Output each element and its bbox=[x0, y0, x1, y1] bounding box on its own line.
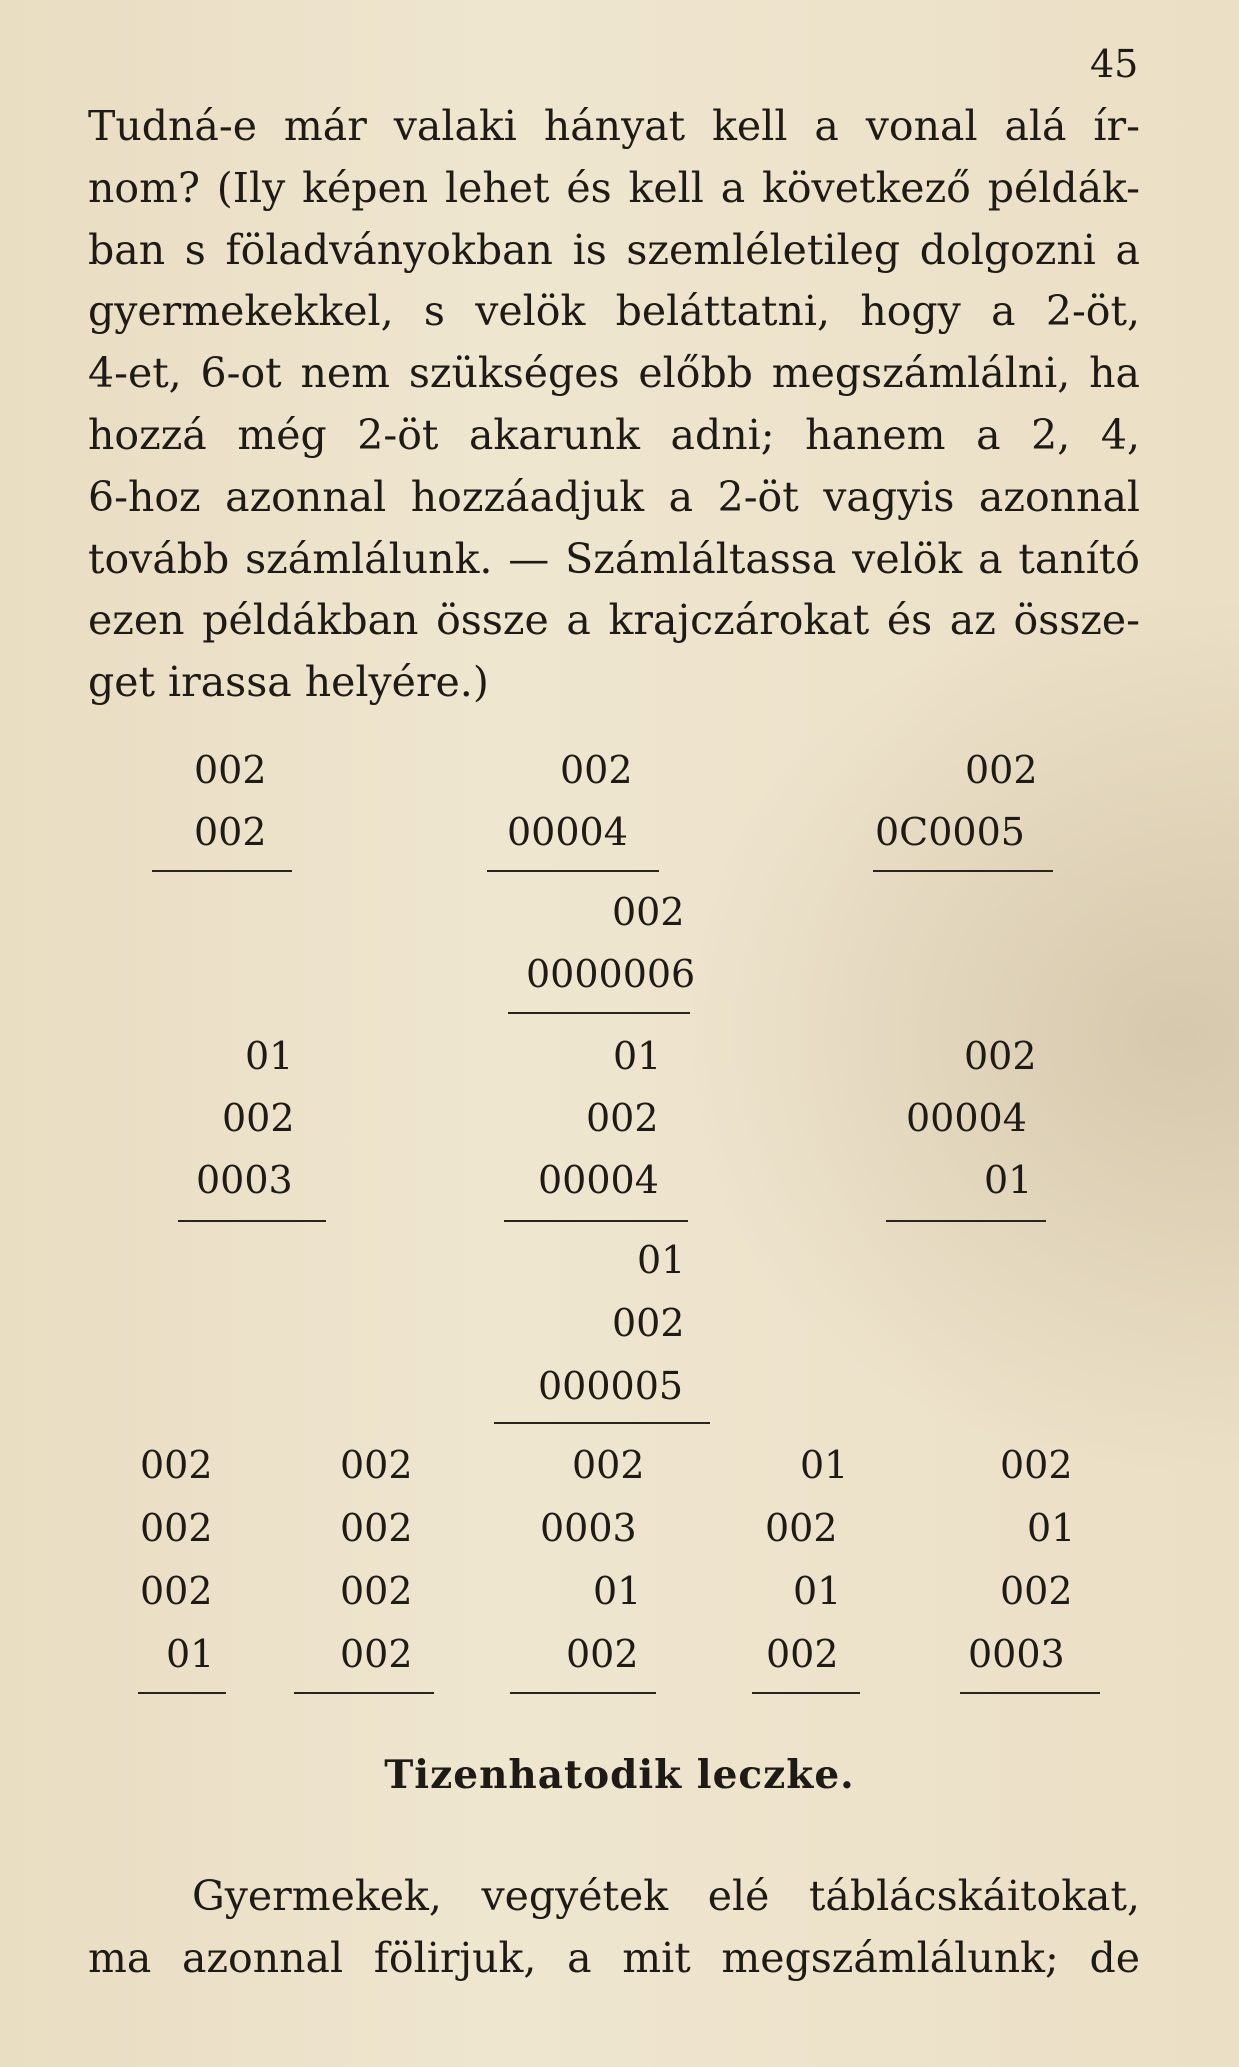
exercise-number: 002 bbox=[560, 748, 633, 792]
exercise-number: 01 bbox=[613, 1034, 662, 1078]
sum-line bbox=[508, 1012, 690, 1014]
text-line: 6-hoz azonnal hozzáadjuk a 2-öt vagyis azonnal bbox=[88, 472, 1140, 521]
exercise-number: 002 bbox=[222, 1096, 295, 1140]
exercise-number: 00004 bbox=[538, 1158, 659, 1202]
exercise-number: 002 bbox=[964, 1034, 1037, 1078]
exercise-number: 01 bbox=[984, 1158, 1033, 1202]
text-line: nom? (Ily képen lehet és kell a következő példák- bbox=[88, 163, 1140, 212]
exercise-number: 000005 bbox=[538, 1364, 684, 1408]
sum-line bbox=[138, 1692, 226, 1694]
sum-line bbox=[752, 1692, 860, 1694]
text-line: Gyermekek, vegyétek elé táblácskáitokat, bbox=[192, 1872, 1140, 1920]
exercise-number: 0003 bbox=[196, 1158, 293, 1202]
text-line: 4-et, 6-ot nem szükséges előbb megszámlálni, ha bbox=[88, 349, 1140, 398]
sum-line bbox=[504, 1220, 688, 1222]
exercise-number: 0003 bbox=[540, 1506, 637, 1550]
exercise-number: 0003 bbox=[968, 1632, 1065, 1676]
lesson-heading: Tizenhatodik leczke. bbox=[384, 1752, 855, 1798]
exercise-number: 002 bbox=[140, 1443, 213, 1487]
exercise-number: 002 bbox=[340, 1443, 413, 1487]
paragraph-lesson bbox=[88, 1866, 1140, 1990]
sum-line bbox=[886, 1220, 1046, 1222]
exercise-number: 002 bbox=[1000, 1569, 1073, 1613]
exercise-number: 002 bbox=[612, 1301, 685, 1345]
text-line: ezen példákban össze a krajczárokat és az össze- bbox=[88, 596, 1140, 645]
exercise-number: 002 bbox=[140, 1569, 213, 1613]
exercise-number: 002 bbox=[140, 1506, 213, 1550]
exercise-number: 00004 bbox=[906, 1096, 1027, 1140]
exercise-number: 002 bbox=[965, 748, 1038, 792]
text-line: Tudná-e már valaki hányat kell a vonal alá ír- bbox=[88, 102, 1140, 150]
exercise-number: 002 bbox=[194, 810, 267, 854]
exercise-number: 01 bbox=[166, 1632, 215, 1676]
sum-line bbox=[510, 1692, 656, 1694]
exercise-number: 002 bbox=[766, 1632, 839, 1676]
text-line: ma azonnal fölirjuk, a mit megszámlálunk; de bbox=[88, 1933, 1140, 1982]
sum-line bbox=[152, 870, 292, 872]
exercise-number: 002 bbox=[612, 890, 685, 934]
exercise-number: 01 bbox=[637, 1238, 686, 1282]
sum-line bbox=[487, 870, 659, 872]
exercise-number: 002 bbox=[340, 1569, 413, 1613]
sum-line bbox=[178, 1220, 326, 1222]
text-line: ban s föladványokban is szemléletileg dolgozni a bbox=[88, 225, 1140, 274]
exercise-number: 002 bbox=[765, 1506, 838, 1550]
sum-line bbox=[960, 1692, 1100, 1694]
exercise-number: 0000006 bbox=[526, 952, 696, 996]
exercise-number: 00004 bbox=[507, 810, 628, 854]
exercise-number: 01 bbox=[245, 1034, 294, 1078]
exercise-number: 002 bbox=[340, 1632, 413, 1676]
exercise-number: 002 bbox=[566, 1632, 639, 1676]
page-number: 45 bbox=[1090, 42, 1139, 86]
exercise-number: 01 bbox=[793, 1569, 842, 1613]
text-line: hozzá még 2-öt akarunk adni; hanem a 2, 4, bbox=[88, 410, 1140, 459]
text-line: tovább számlálunk. — Számláltassa velök a tanító bbox=[88, 534, 1140, 583]
paragraph-instructions bbox=[88, 96, 1140, 714]
text-line: gyermekekkel, s velök beláttatni, hogy a 2-öt, bbox=[88, 287, 1140, 336]
text-line: get irassa helyére.) bbox=[88, 658, 489, 707]
exercise-number: 01 bbox=[800, 1443, 849, 1487]
sum-line bbox=[873, 870, 1053, 872]
exercise-number: 002 bbox=[586, 1096, 659, 1140]
exercise-number: 0C0005 bbox=[875, 810, 1025, 854]
exercise-number: 01 bbox=[1027, 1506, 1076, 1550]
exercise-number: 002 bbox=[1000, 1443, 1073, 1487]
exercise-number: 002 bbox=[194, 748, 267, 792]
exercise-number: 002 bbox=[340, 1506, 413, 1550]
exercise-number: 01 bbox=[593, 1569, 642, 1613]
sum-line bbox=[294, 1692, 434, 1694]
sum-line bbox=[494, 1422, 710, 1424]
exercise-number: 002 bbox=[572, 1443, 645, 1487]
